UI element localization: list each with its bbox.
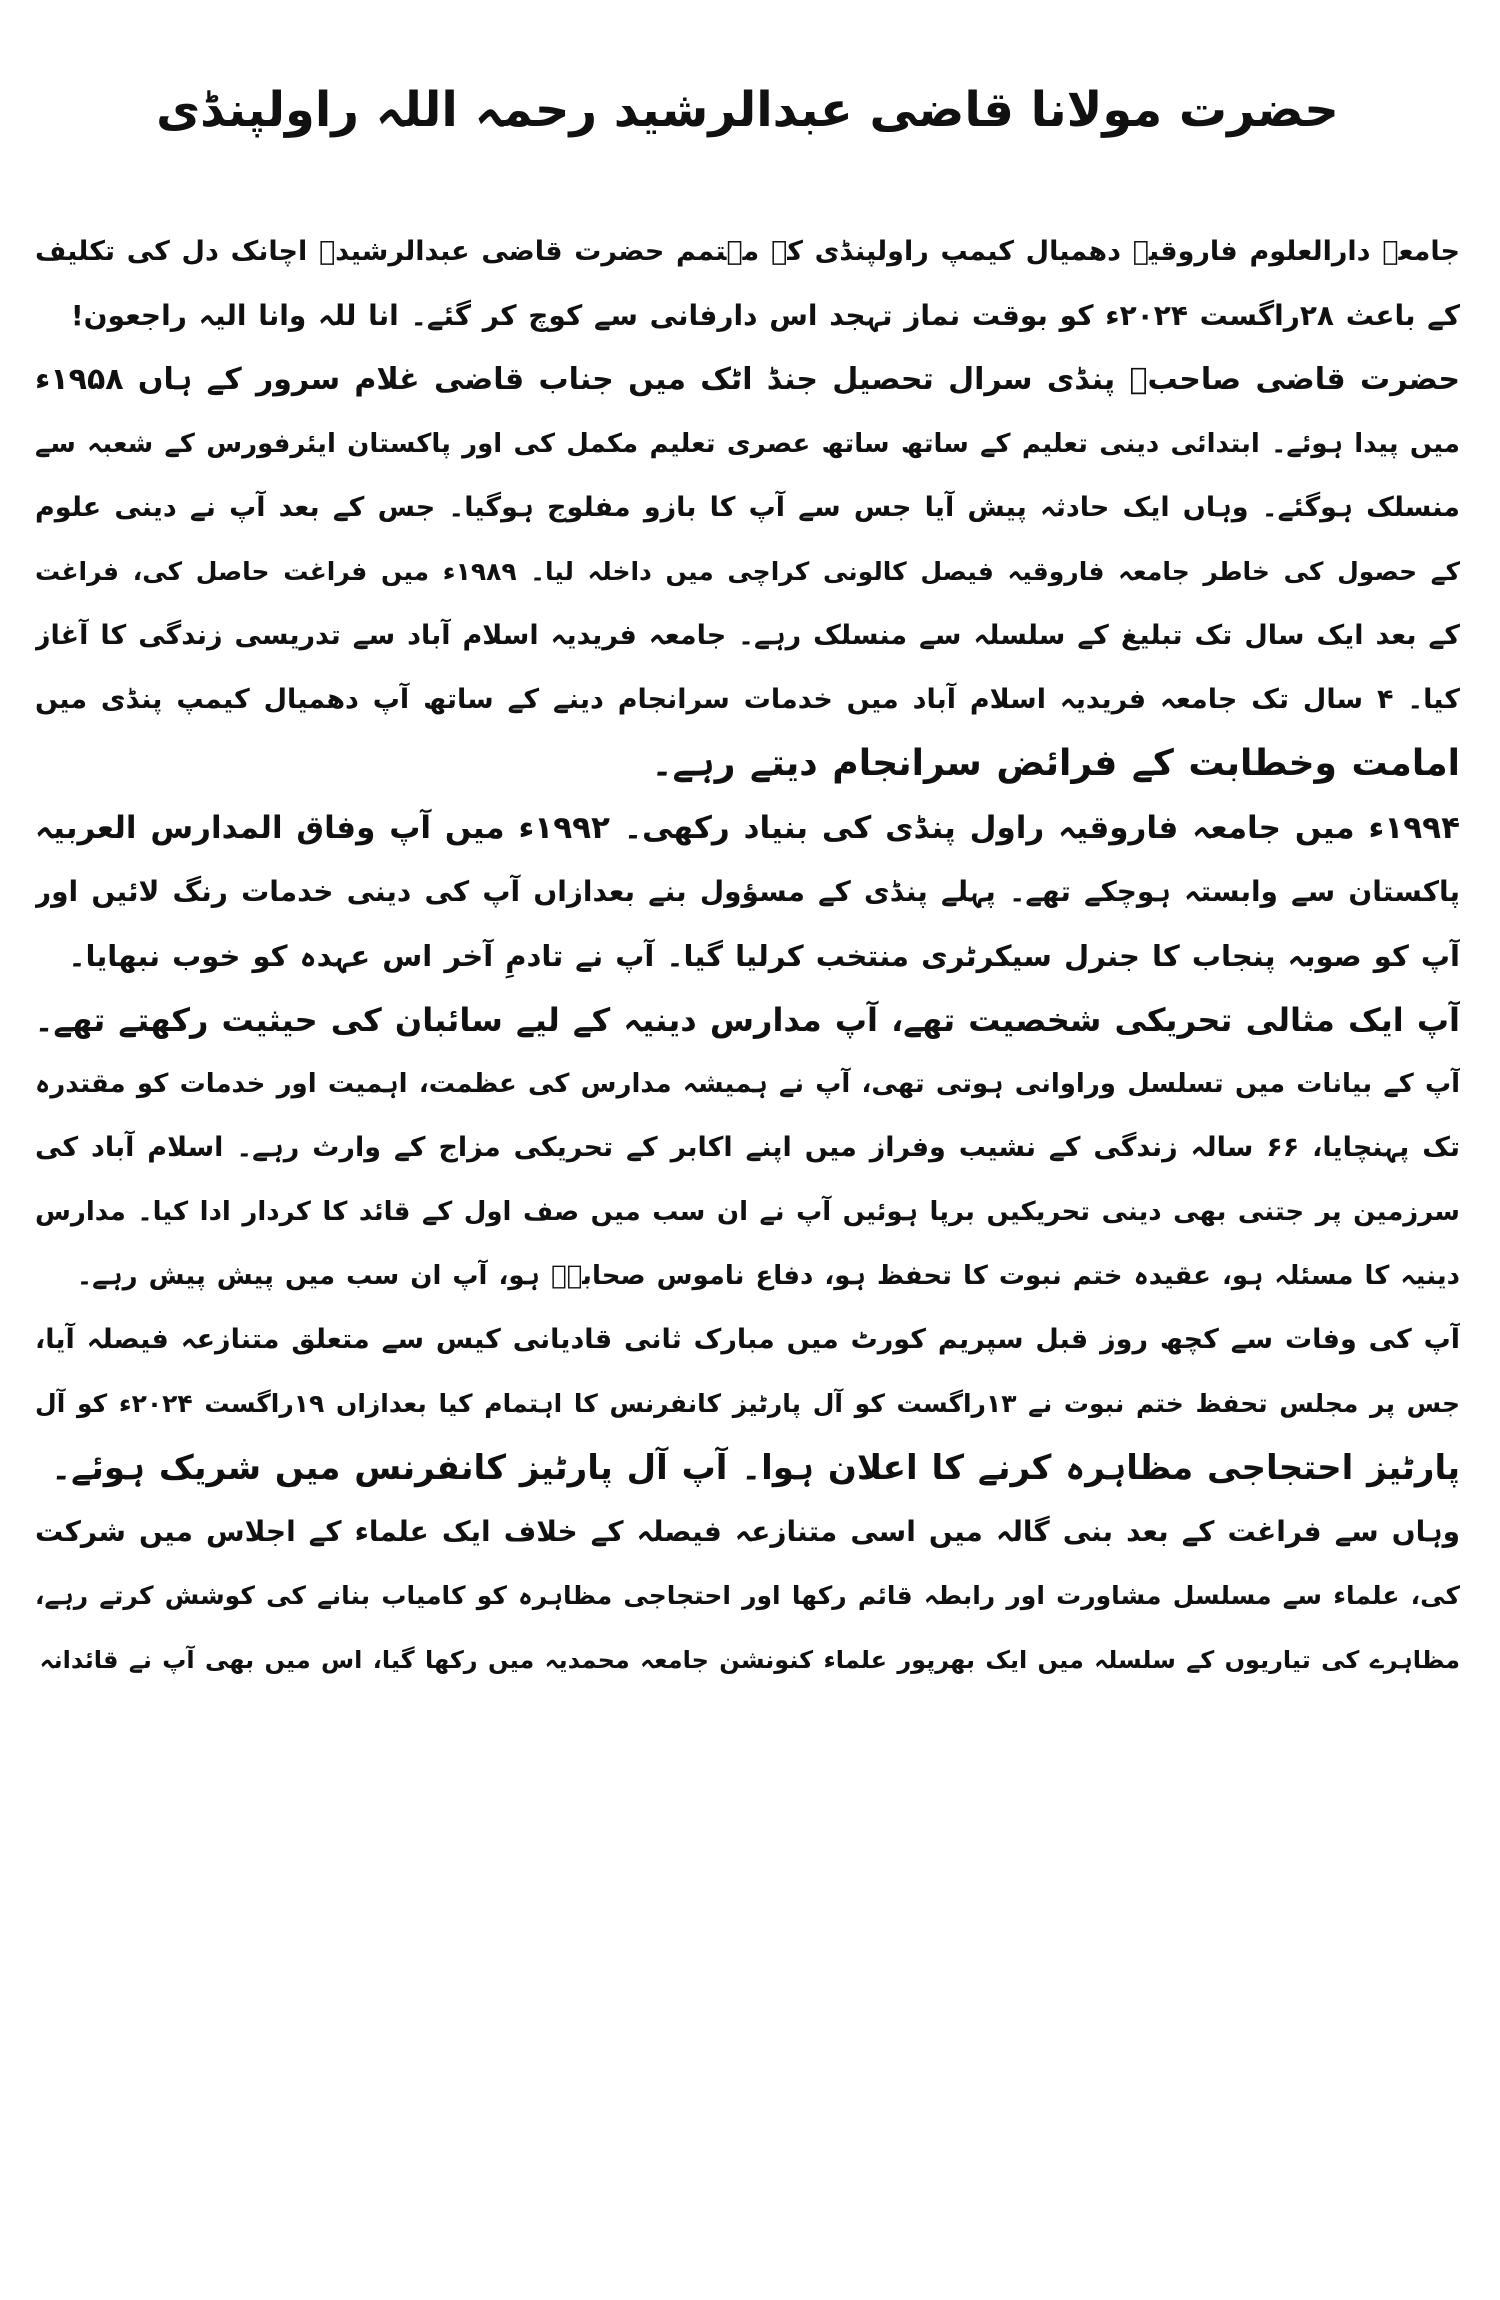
- text-line: کی، علماء سے مسلسل مشاورت اور رابطہ قائم رکھا اور احتجاجی مظاہرہ کو کامیاب بنانے کی کوشش کرتے رہے،: [35, 1581, 1460, 1610]
- article-body: [35, 220, 1460, 1692]
- text-line: میں پیدا ہوئے۔ ابتدائی دینی تعلیم کے ساتھ ساتھ عصری تعلیم مکمل کی اور پاکستان ایئرفورس کے شعبہ سے: [35, 429, 1460, 459]
- text-line: سرزمین پر جتنی بھی دینی تحریکیں برپا ہوئیں آپ نے ان سب میں صف اول کے قائد کا کردار ادا کیا۔ مدارس: [35, 1197, 1460, 1227]
- text-line: مظاہرے کی تیاریوں کے سلسلہ میں ایک بھرپور علماء کنونشن جامعہ محمدیہ میں رکھا گیا، اس میں بھی آپ نے قائدانہ: [39, 1646, 1460, 1674]
- paragraph: [35, 796, 1460, 988]
- text-line: کے باعث ۲۸راگست ۲۰۲۴ء کو بوقت نماز تہجد اس دارفانی سے کوچ کر گئے۔ انا للہ وانا الیہ راجعون!: [70, 299, 1460, 332]
- text-line: منسلک ہوگئے۔ وہاں ایک حادثہ پیش آیا جس سے آپ کا بازو مفلوج ہوگیا۔ جس کے بعد آپ نے دینی علوم: [35, 492, 1460, 523]
- paragraph: [35, 220, 1460, 348]
- text-line: آپ کو صوبہ پنجاب کا جنرل سیکرٹری منتخب کرلیا گیا۔ آپ نے تادمِ آخر اس عہدہ کو خوب نبھایا۔: [68, 939, 1460, 973]
- text-line: کے بعد ایک سال تک تبلیغ کے سلسلہ سے منسلک رہے۔ جامعہ فریدیہ اسلام آباد سے تدریسی زندگی کا آغاز: [35, 620, 1460, 651]
- text-line: کے حصول کی خاطر جامعہ فاروقیہ فیصل کالونی کراچی میں داخلہ لیا۔ ۱۹۸۹ء میں فراغت حاصل کی، فراغت: [35, 557, 1460, 586]
- paragraph: [35, 1500, 1460, 1692]
- paragraph: [35, 348, 1460, 796]
- text-line: آپ کے بیانات میں تسلسل وراوانی ہوتی تھی، آپ نے ہمیشہ مدارس کی عظمت، اہمیت اور خدمات کو مقتدرہ: [35, 1069, 1460, 1099]
- paragraph: [35, 988, 1460, 1052]
- text-line: ۱۹۹۴ء میں جامعہ فاروقیہ راول پنڈی کی بنیاد رکھی۔ ۱۹۹۲ء میں آپ وفاق المدارس العربیہ: [35, 810, 1460, 846]
- text-line: کیا۔ ۴ سال تک جامعہ فریدیہ اسلام آباد میں خدمات سرانجام دینے کے ساتھ آپ دھمیال کیمپ پنڈی میں: [35, 684, 1460, 715]
- text-line: تک پہنچایا، ۶۶ سالہ زندگی کے نشیب وفراز میں اپنے اکابر کے تحریکی مزاج کے وارث رہے۔ اسلام آباد کی: [35, 1132, 1460, 1163]
- text-line: پارٹیز احتجاجی مظاہرہ کرنے کا اعلان ہوا۔ آپ آل پارٹیز کانفرنس میں شریک ہوئے۔: [51, 1448, 1460, 1488]
- text-line: حضرت قاضی صاحبؒ پنڈی سرال تحصیل جنڈ اٹک میں جناب قاضی غلام سرور کے ہاں ۱۹۵۸ء: [35, 362, 1460, 397]
- text-line: جس پر مجلس تحفظ ختم نبوت نے ۱۳راگست کو آل پارٹیز کانفرنس کا اہتمام کیا بعدازاں ۱۹راگست ۲۰۲۴ء کو آل: [35, 1389, 1460, 1418]
- text-line: آپ کی وفات سے کچھ روز قبل سپریم کورٹ میں مبارک ثانی قادیانی کیس سے متعلق متنازعہ فیصلہ آیا،: [35, 1324, 1460, 1355]
- text-line: امامت وخطابت کے فرائض سرانجام دیتے رہے۔: [651, 743, 1460, 784]
- paragraph: [35, 1052, 1460, 1308]
- text-line: آپ ایک مثالی تحریکی شخصیت تھے، آپ مدارس دینیہ کے لیے سائبان کی حیثیت رکھتے تھے۔: [35, 1001, 1460, 1039]
- paragraph: [35, 1308, 1460, 1500]
- text-line: جامعہ دارالعلوم فاروقیہ دھمیال کیمپ راولپنڈی کے مہتمم حضرت قاضی عبدالرشیدؒ اچانک دل کی تکلیف: [35, 236, 1460, 267]
- text-line: پاکستان سے وابستہ ہوچکے تھے۔ پہلے پنڈی کے مسؤول بنے بعدازاں آپ کی دینی خدمات رنگ لائیں اور: [35, 875, 1460, 908]
- text-line: دینیہ کا مسئلہ ہو، عقیدہ ختم نبوت کا تحفظ ہو، دفاع ناموس صحابہؓ ہو، آپ ان سب میں پیش پیش رہے۔: [76, 1261, 1460, 1291]
- text-line: وہاں سے فراغت کے بعد بنی گالہ میں اسی متنازعہ فیصلہ کے خلاف ایک علماء کے اجلاس میں شرکت: [35, 1515, 1460, 1548]
- article-title: حضرت مولانا قاضی عبدالرشید رحمہ اللہ راولپنڈی: [156, 82, 1339, 138]
